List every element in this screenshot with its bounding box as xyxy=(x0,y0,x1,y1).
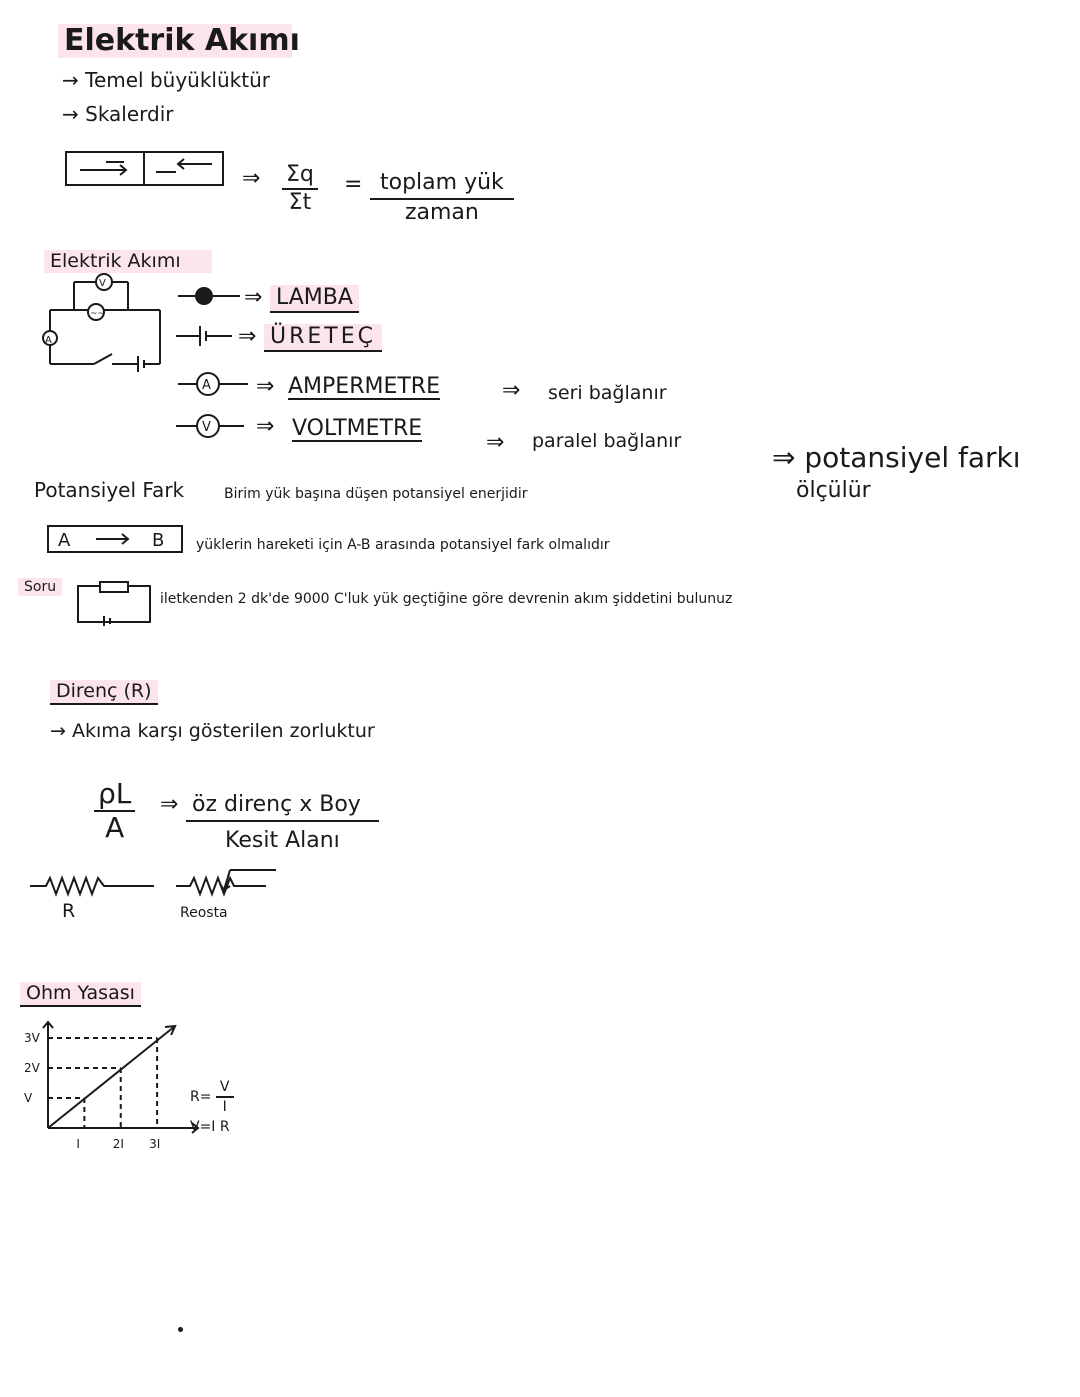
series-line xyxy=(48,1026,175,1128)
ammeter-label: AMPERMETRE xyxy=(288,374,440,399)
circuit-ammeter-label: A xyxy=(45,335,52,346)
implies-arrow: ⇒ xyxy=(242,166,261,191)
x-tick-label: 3I xyxy=(149,1137,161,1151)
resistance-bullet-text: Akıma karşı gösterilen zorluktur xyxy=(71,720,375,742)
bullet-text: Skalerdir xyxy=(85,102,174,126)
implies-arrow: ⇒ xyxy=(486,430,505,455)
formula-denominator: A xyxy=(105,811,125,844)
circuit-voltmeter-label: V xyxy=(99,278,106,289)
ab-conductor xyxy=(48,524,188,556)
implies-arrow: ⇒ xyxy=(238,324,257,349)
resistance-title: Direnç (R) xyxy=(50,680,158,705)
bullet-text: Temel büyüklüktür xyxy=(85,68,270,92)
resistivity-formula xyxy=(186,794,379,852)
formula-denominator: I xyxy=(222,1099,227,1115)
potential-title: Potansiyel Fark xyxy=(34,478,185,502)
resistance-bullet: → Akıma karşı gösterilen zorluktur xyxy=(50,720,375,742)
ammeter-symbol xyxy=(178,370,250,398)
ink-dot xyxy=(178,1327,183,1332)
ammeter-note: seri bağlanır xyxy=(548,382,667,404)
ohm-formula-1-lhs: R= xyxy=(190,1089,212,1105)
box-b-label: B xyxy=(152,530,165,551)
formula-numerator: Σq xyxy=(282,164,318,190)
side-note-text: potansiyel farkı xyxy=(804,441,1021,474)
resistance-formula xyxy=(94,777,135,844)
potential-definition: Birim yük başına düşen potansiyel enerjidir xyxy=(224,486,528,502)
potential-box-note: yüklerin hareketi için A-B arasında potansiyel fark olmalıdır xyxy=(196,537,610,553)
question-label: Soru xyxy=(18,578,62,596)
equals-sign: = xyxy=(344,172,363,197)
side-note-line-2: ölçülür xyxy=(796,478,871,503)
resistor-symbol xyxy=(30,874,160,900)
battery-label: ÜRETEÇ xyxy=(264,324,382,352)
bullet-item: → Temel büyüklüktür xyxy=(62,68,270,92)
circuit-lamp-label: ~~ xyxy=(90,309,106,319)
ohm-chart xyxy=(20,1020,210,1160)
x-tick-label: I xyxy=(76,1137,80,1151)
y-tick-label: 2V xyxy=(24,1061,40,1075)
total-charge-over-time xyxy=(370,172,514,224)
formula-numerator: öz direnç x Boy xyxy=(186,794,379,822)
side-note-line-1: ⇒ potansiyel farkı xyxy=(772,441,1021,474)
formula-denominator: Σt xyxy=(288,190,312,215)
ohm-formula-1 xyxy=(190,1080,234,1114)
ammeter-symbol-letter: A xyxy=(202,378,211,393)
question-circuit xyxy=(76,580,156,626)
implies-arrow: ⇒ xyxy=(256,374,275,399)
section2-title: Elektrik Akımı xyxy=(44,250,212,273)
ohm-title: Ohm Yasası xyxy=(20,982,141,1007)
voltmeter-label: VOLTMETRE xyxy=(292,416,423,441)
y-tick-label: V xyxy=(24,1091,33,1105)
lamp-symbol xyxy=(178,284,248,308)
y-tick-label: 3V xyxy=(24,1031,40,1045)
ohm-fraction xyxy=(216,1080,234,1114)
lamp-label: LAMBA xyxy=(270,285,359,313)
implies-arrow: ⇒ xyxy=(502,378,521,403)
formula-numerator: V xyxy=(216,1080,234,1098)
formula-denominator: zaman xyxy=(404,200,479,225)
box-a-label: A xyxy=(58,530,71,551)
voltmeter-note: paralel bağlanır xyxy=(532,430,682,452)
circuit-diagram xyxy=(40,272,170,372)
x-tick-label: 2I xyxy=(112,1137,124,1151)
resistor-label: R xyxy=(62,900,76,922)
rheostat-symbol xyxy=(176,866,280,902)
implies-arrow: ⇒ xyxy=(244,285,263,310)
voltmeter-symbol xyxy=(176,412,248,440)
voltmeter-symbol-letter: V xyxy=(202,420,211,435)
formula-denominator: Kesit Alanı xyxy=(225,828,340,853)
formula-numerator: ρL xyxy=(94,780,135,812)
implies-arrow: ⇒ xyxy=(256,414,275,439)
formula-numerator: toplam yük xyxy=(370,172,514,200)
bullet-item: → Skalerdir xyxy=(62,102,174,126)
battery-symbol xyxy=(176,324,236,348)
implies-arrow: ⇒ xyxy=(160,792,179,817)
conductor-diagram xyxy=(66,150,226,190)
rheostat-label: Reosta xyxy=(180,905,228,921)
ohm-formula-2: V=I R xyxy=(190,1119,230,1135)
charge-over-time xyxy=(282,164,318,214)
section1-title: Elektrik Akımı xyxy=(58,24,292,58)
question-text: iletkenden 2 dk'de 9000 C'luk yük geçtiğine göre devrenin akım şiddetini bulunuz xyxy=(160,591,733,607)
